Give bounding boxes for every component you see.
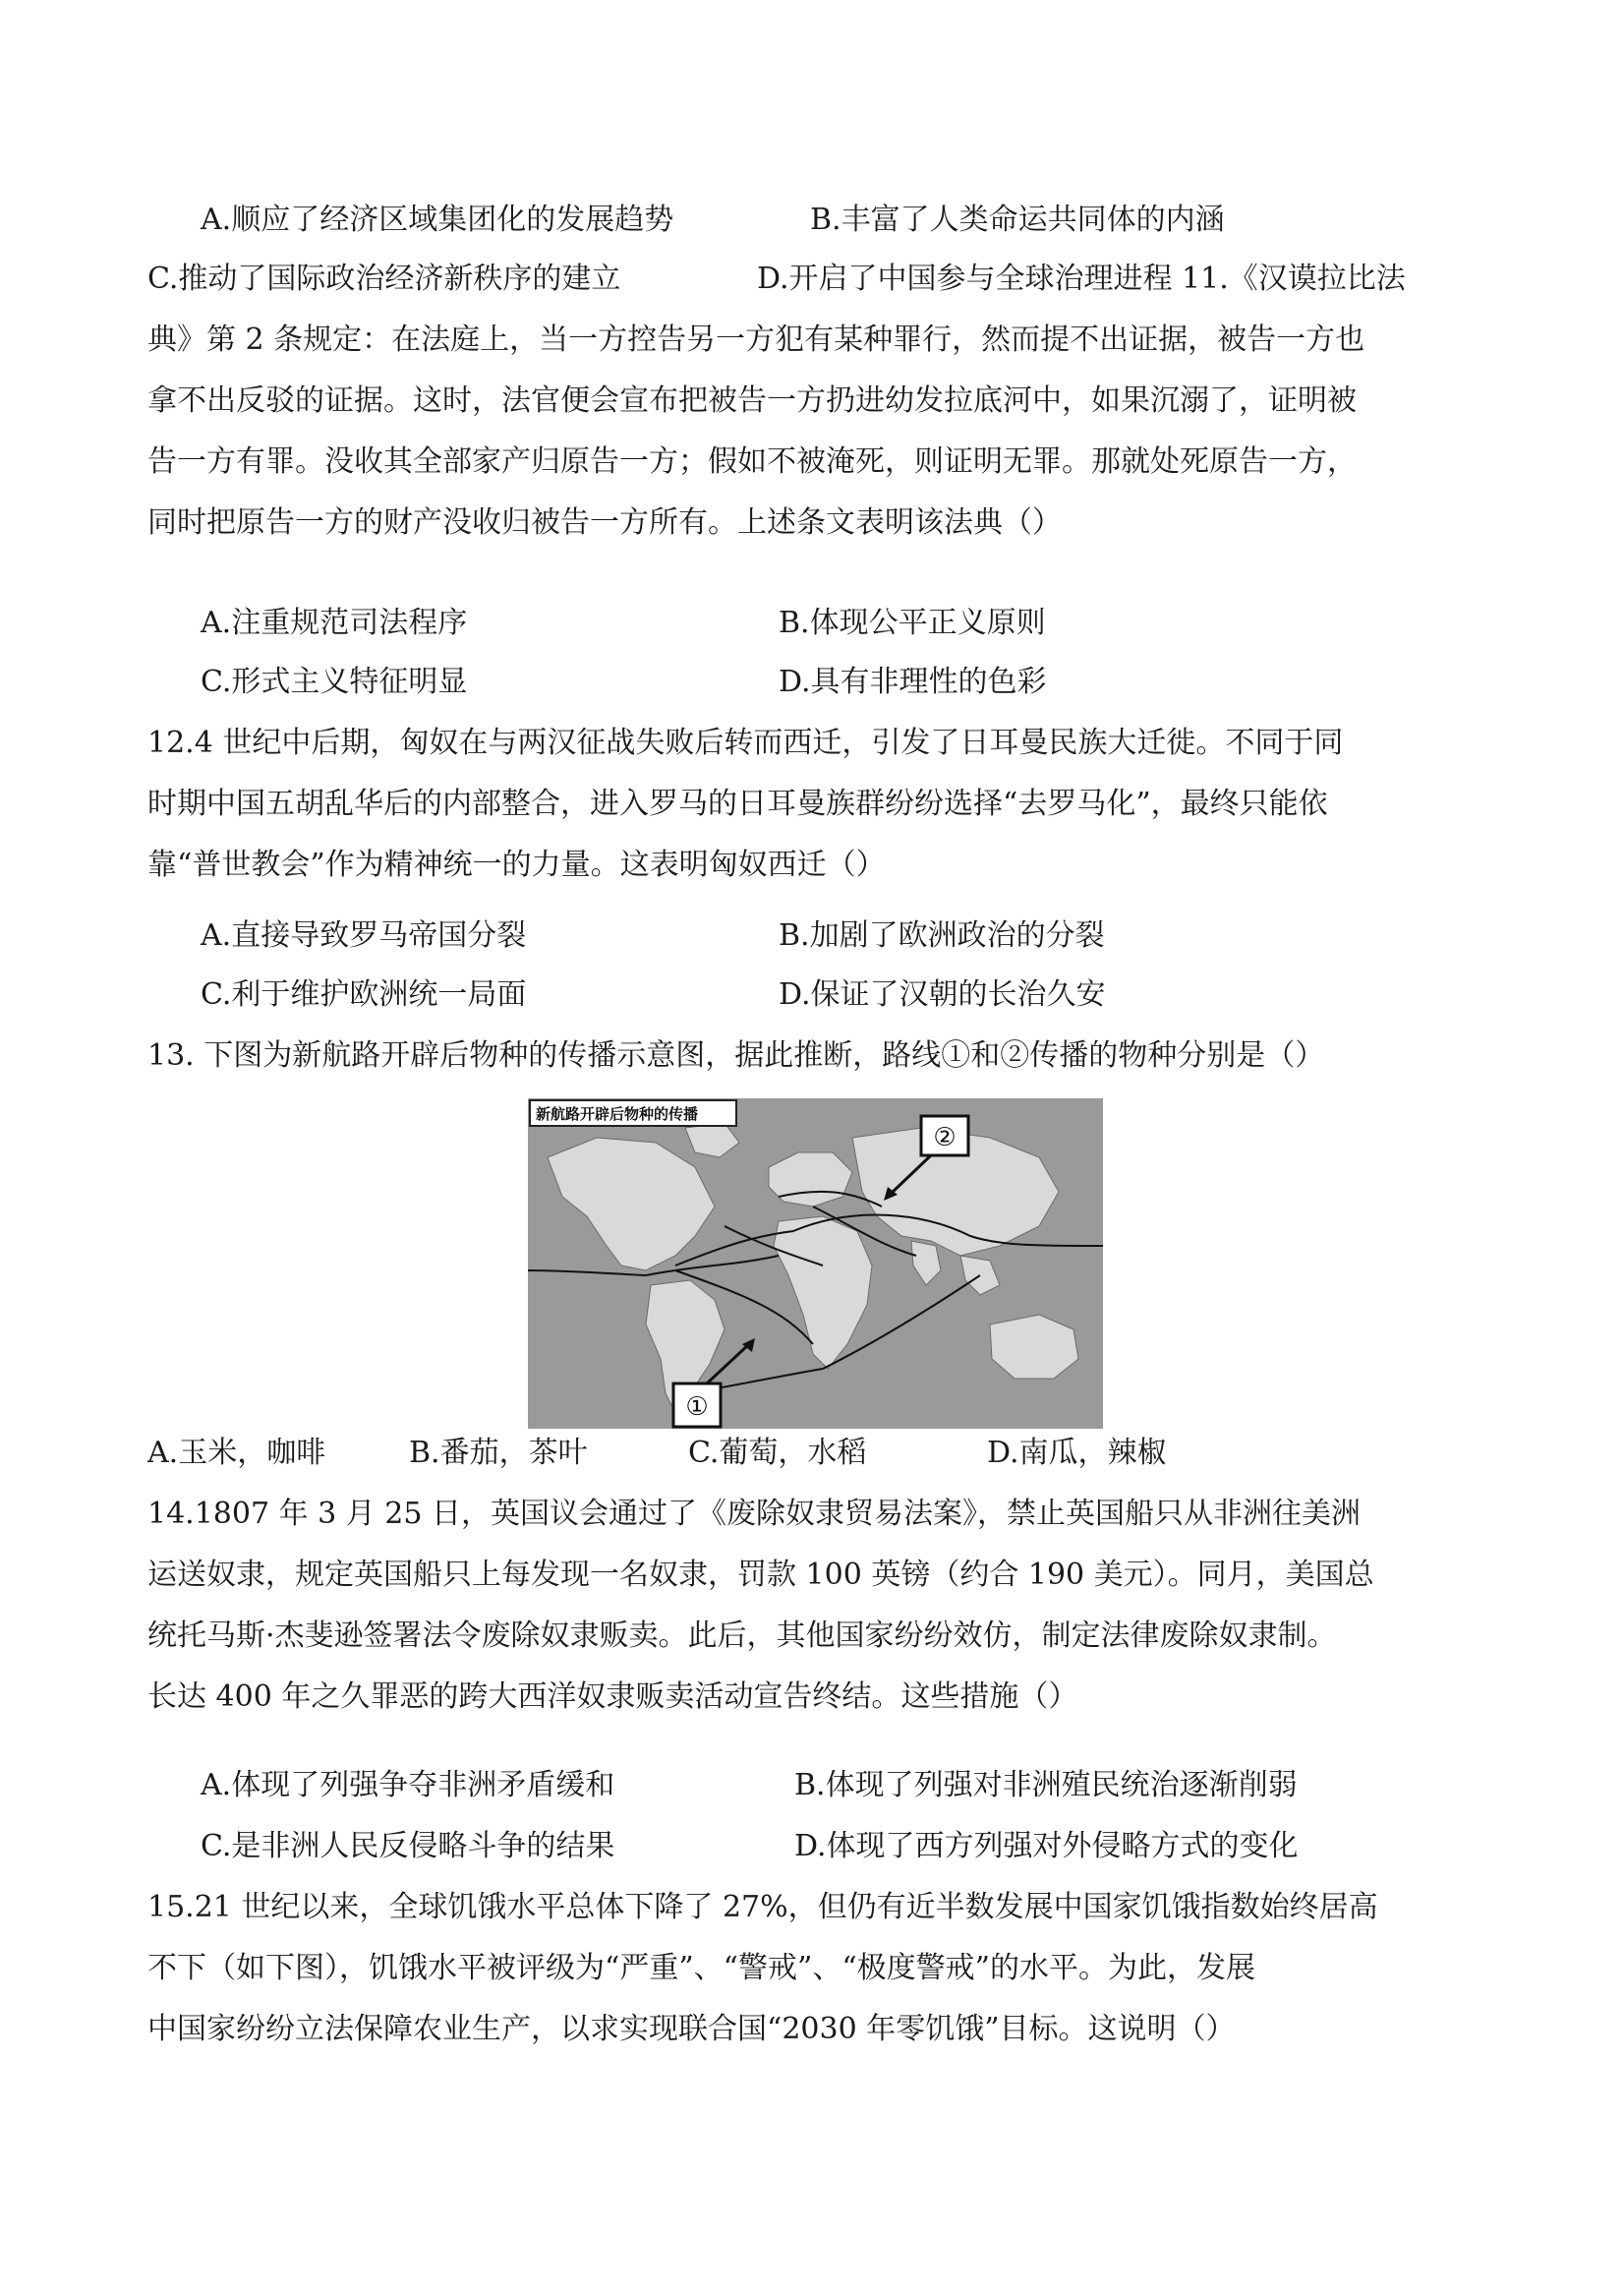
q14-line-2: 运送奴隶，规定英国船只上每发现一名奴隶，罚款 100 英镑（约合 190 美元）。同月，美国总	[147, 1558, 1374, 1592]
q15-line-1: 15.21 世纪以来，全球饥饿水平总体下降了 27%，但仍有近半数发展中国家饥饿指数始终居高	[147, 1890, 1378, 1924]
q13-stem: 13. 下图为新航路开辟后物种的传播示意图，据此推断，路线①和②传播的物种分别是（）	[147, 1038, 1325, 1073]
map-title: 新航路开辟后物种的传播	[536, 1105, 699, 1123]
q15-line-3: 中国家纷纷立法保障农业生产，以求实现联合国“2030 年零饥饿”目标。这说明（）	[147, 2012, 1236, 2046]
q14-option-d: D.体现了西方列强对外侵略方式的变化	[794, 1829, 1299, 1863]
q11-line-4: 同时把原告一方的财产没收归被告一方所有。上述条文表明该法典（）	[147, 505, 1062, 540]
q14-option-b: B.体现了列强对非洲殖民统治逐渐削弱	[794, 1768, 1298, 1802]
species-spread-map	[528, 1098, 1103, 1429]
q11-option-b: B.体现公平正义原则	[779, 606, 1046, 640]
q12-option-b: B.加剧了欧洲政治的分裂	[779, 918, 1105, 953]
q11-option-a: A.注重规范司法程序	[201, 606, 468, 640]
q11-option-d: D.具有非理性的色彩	[779, 665, 1047, 699]
q12-line-3: 靠“普世教会”作为精神统一的力量。这表明匈奴西迁（）	[147, 848, 886, 882]
q14-line-3: 统托马斯·杰斐逊签署法令废除奴隶贩卖。此后，其他国家纷纷效仿，制定法律废除奴隶制。	[147, 1619, 1337, 1653]
q11-option-c: C.形式主义特征明显	[201, 665, 468, 699]
q15-line-2: 不下（如下图），饥饿水平被评级为“严重”、“警戒”、“极度警戒”的水平。为此，发展	[147, 1951, 1256, 1985]
q11-line-1: 典》第 2 条规定：在法庭上，当一方控告另一方犯有某种罪行，然而提不出证据，被告一方也	[147, 323, 1365, 357]
q14-line-4: 长达 400 年之久罪恶的跨大西洋奴隶贩卖活动宣告终结。这些措施（）	[147, 1679, 1078, 1714]
marker-2-label: ②	[933, 1123, 957, 1152]
q13-option-d: D.南瓜，辣椒	[987, 1436, 1167, 1470]
q12-line-2: 时期中国五胡乱华后的内部整合，进入罗马的日耳曼族群纷纷选择“去罗马化”，最终只能依	[147, 787, 1328, 821]
q14-line-1: 14.1807 年 3 月 25 日，英国议会通过了《废除奴隶贸易法案》，禁止英国船只从非洲往美洲	[147, 1497, 1361, 1531]
q12-option-c: C.利于维护欧洲统一局面	[201, 977, 527, 1012]
q13-option-c: C.葡萄，水稻	[688, 1436, 867, 1470]
q10-option-b: B.丰富了人类命运共同体的内涵	[810, 203, 1225, 237]
q14-option-c: C.是非洲人民反侵略斗争的结果	[201, 1829, 615, 1863]
q12-option-a: A.直接导致罗马帝国分裂	[201, 918, 527, 953]
marker-1-label: ①	[685, 1392, 709, 1422]
q14-option-a: A.体现了列强争夺非洲矛盾缓和	[201, 1768, 615, 1802]
q11-line-3: 告一方有罪。没收其全部家产归原告一方；假如不被淹死，则证明无罪。那就处死原告一方，	[147, 444, 1357, 479]
q13-option-b: B.番茄，茶叶	[409, 1436, 588, 1470]
q10-option-d-q11-start: D.开启了中国参与全球治理进程 11.《汉谟拉比法	[757, 262, 1406, 296]
q10-option-c: C.推动了国际政治经济新秩序的建立	[147, 262, 621, 296]
q11-line-2: 拿不出反驳的证据。这时，法官便会宣布把被告一方扔进幼发拉底河中，如果沉溺了，证明被	[147, 383, 1357, 418]
q12-option-d: D.保证了汉朝的长治久安	[779, 977, 1106, 1012]
q12-line-1: 12.4 世纪中后期，匈奴在与两汉征战失败后转而西迁，引发了日耳曼民族大迁徙。不同于同	[147, 726, 1344, 760]
q13-option-a: A.玉米，咖啡	[147, 1436, 326, 1470]
q10-option-a: A.顺应了经济区域集团化的发展趋势	[201, 203, 674, 237]
